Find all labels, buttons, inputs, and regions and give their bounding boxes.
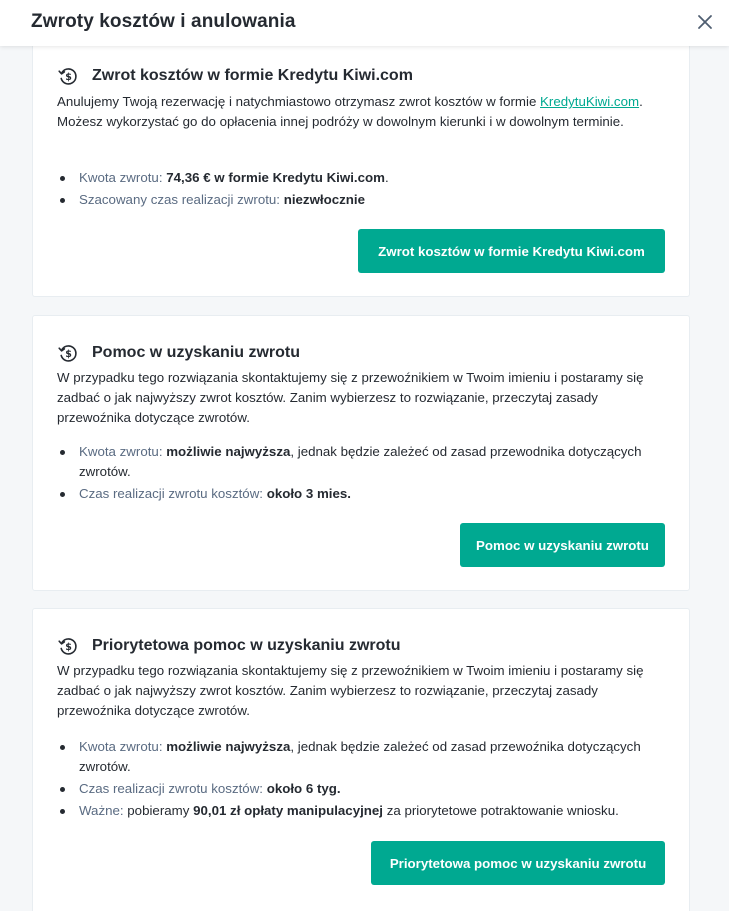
svg-text:$: $ <box>65 642 72 653</box>
refund-time-value: około 3 mies. <box>266 486 351 501</box>
list-item-text: . <box>384 170 389 185</box>
refund-icon <box>57 65 79 87</box>
svg-text:$: $ <box>65 72 72 83</box>
refund-time-value: niezwłocznie <box>283 192 365 207</box>
details-list <box>79 168 669 212</box>
details-list <box>79 737 669 823</box>
description-text: Anulujemy Twoją rezerwację i natychmiastowo otrzymasz zwrot kosztów w formie <box>57 94 541 109</box>
card-description <box>57 92 669 132</box>
refund-amount-label: Kwota zwrotu: <box>79 739 163 754</box>
list-item-text: pobieramy <box>123 803 194 818</box>
card-title: Priorytetowa pomoc w uzyskaniu zwrotu <box>92 637 401 654</box>
refund-option-kiwi-credit <box>32 40 690 297</box>
refund-icon <box>57 635 79 657</box>
modal-title: Zwroty kosztów i anulowania <box>31 11 296 32</box>
refund-icon <box>57 342 79 364</box>
svg-text:$: $ <box>65 349 72 360</box>
refund-amount-value: możliwie najwyższa <box>166 739 291 754</box>
refund-option-assistance <box>32 315 690 591</box>
modal-header <box>0 0 729 46</box>
list-item <box>79 737 669 777</box>
refund-amount-label: Kwota zwrotu: <box>79 444 163 459</box>
list-item <box>79 190 669 210</box>
list-item <box>79 779 669 799</box>
priority-refund-assistance-button[interactable]: Priorytetowa pomoc w uzyskaniu zwrotu <box>371 841 665 885</box>
list-item-text: za priorytetowe potraktowanie wniosku. <box>383 803 619 818</box>
close-icon <box>697 14 713 30</box>
important-label: Ważne: <box>79 803 124 818</box>
list-item <box>79 801 669 821</box>
refund-time-label: Czas realizacji zwrotu kosztów: <box>79 781 263 796</box>
card-header <box>57 635 401 657</box>
refund-time-label: Czas realizacji zwrotu kosztów: <box>79 486 263 501</box>
card-header <box>57 65 413 87</box>
close-button[interactable] <box>694 11 716 33</box>
card-description: W przypadku tego rozwiązania skontaktujemy się z przewoźnikiem w Twoim imieniu i postaramy się zadbać o jak najwyższy zwrot kosztów. Zanim wybierzesz to rozwiązanie, przeczytaj zasady przewoźnika dotyczące zwrotów. <box>57 370 644 425</box>
refund-time-label: Szacowany czas realizacji zwrotu: <box>79 192 281 207</box>
list-item <box>79 484 669 504</box>
card-header <box>57 342 300 364</box>
details-list <box>79 442 669 506</box>
refund-amount-value: możliwie najwyższa <box>166 444 291 459</box>
card-title: Zwrot kosztów w formie Kredytu Kiwi.com <box>92 67 413 84</box>
refund-amount-label: Kwota zwrotu: <box>79 170 163 185</box>
refund-option-priority-assistance <box>32 608 690 911</box>
refund-time-value: około 6 tyg. <box>266 781 341 796</box>
list-item <box>79 442 669 482</box>
list-item-text: , jednak będzie zależeć od zasad przewodnika dotyczących zwrotów. <box>79 444 642 479</box>
kiwi-credit-link[interactable]: KredytuKiwi.com <box>540 94 640 109</box>
handling-fee-value: 90,01 zł opłaty manipulacyjnej <box>193 803 384 818</box>
refund-amount-value: 74,36 € w formie Kredytu Kiwi.com <box>166 170 385 185</box>
kiwi-credit-refund-button[interactable]: Zwrot kosztów w formie Kredytu Kiwi.com <box>358 229 665 273</box>
list-item <box>79 168 669 188</box>
refund-assistance-button[interactable]: Pomoc w uzyskaniu zwrotu <box>460 523 665 567</box>
card-title: Pomoc w uzyskaniu zwrotu <box>92 344 301 361</box>
card-description: W przypadku tego rozwiązania skontaktujemy się z przewoźnikiem w Twoim imieniu i postaramy się zadbać o jak najwyższy zwrot kosztów. Zanim wybierzesz to rozwiązanie, przeczytaj zasady przewoźnika dotyczące zwrotów. <box>57 663 644 718</box>
description-text: . Możesz wykorzystać go do opłacenia innej podróży w dowolnym kierunki i w dowolnym terminie. <box>57 94 643 129</box>
list-item-text: , jednak będzie zależeć od zasad przewoźnika dotyczących zwrotów. <box>79 739 641 774</box>
